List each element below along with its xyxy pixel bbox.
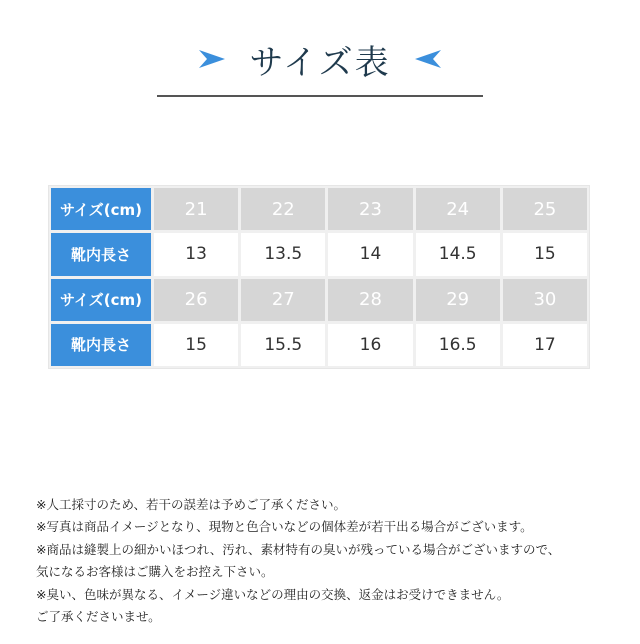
length-cell: 16.5 — [416, 324, 500, 366]
chevron-right-icon — [197, 47, 227, 71]
size-table — [48, 185, 590, 369]
note-line: ※人工採寸のため、若干の誤差は予めご了承ください。 — [36, 497, 346, 512]
size-cell: 28 — [328, 279, 412, 321]
length-cell: 13 — [154, 233, 238, 275]
size-header-cell: サイズ(cm) — [51, 279, 151, 321]
length-cell: 16 — [328, 324, 412, 366]
size-cell: 23 — [328, 188, 412, 230]
note-line: 気になるお客様はご購入をお控え下さい。 — [36, 564, 274, 580]
length-header-cell: 靴内長さ — [51, 324, 151, 366]
size-cell: 22 — [241, 188, 325, 230]
note-line: ※臭い、色味が異なる、イメージ違いなどの理由の交換、返金はお受けできません。 — [36, 586, 510, 602]
size-cell: 26 — [154, 279, 238, 321]
title-divider — [157, 95, 483, 97]
size-cell: 29 — [416, 279, 500, 321]
size-cell: 25 — [503, 188, 587, 230]
length-cell: 15 — [503, 233, 587, 275]
length-cell: 13.5 — [241, 233, 325, 275]
chevron-left-icon — [413, 47, 443, 71]
length-cell: 14 — [328, 233, 412, 275]
note-line: ※写真は商品イメージとなり、現物と色合いなどの個体差が若干出る場合がございます。 — [36, 519, 533, 535]
size-cell: 30 — [503, 279, 587, 321]
length-cell: 17 — [503, 324, 587, 366]
length-header-cell: 靴内長さ — [51, 233, 151, 275]
size-cell: 27 — [241, 279, 325, 321]
notes-section — [36, 494, 632, 628]
note-line: ご了承くださいませ。 — [36, 609, 161, 625]
page-title: サイズ表 — [249, 42, 391, 83]
length-cell: 15.5 — [241, 324, 325, 366]
page-title-row — [0, 34, 640, 84]
length-cell: 15 — [154, 324, 238, 366]
size-header-cell: サイズ(cm) — [51, 188, 151, 230]
note-line: ※商品は縫製上の細かいほつれ、汚れ、素材特有の臭いが残っている場合がございますので、 — [36, 541, 561, 557]
size-cell: 21 — [154, 188, 238, 230]
length-cell: 14.5 — [416, 233, 500, 275]
size-cell: 24 — [416, 188, 500, 230]
